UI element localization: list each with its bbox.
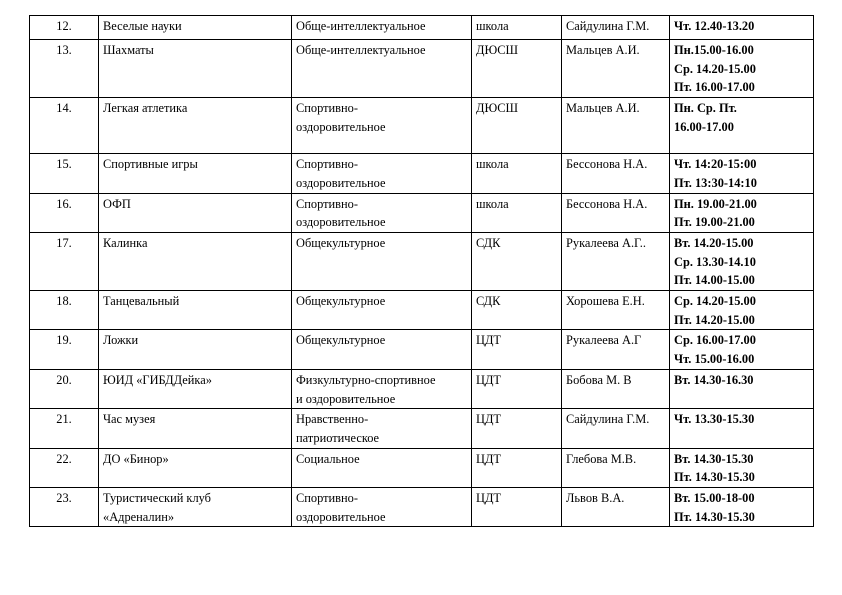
activity-direction: патриотическое <box>296 430 380 445</box>
activity-direction-cell <box>292 409 472 448</box>
activity-direction-cell <box>292 98 472 154</box>
table-row <box>30 369 814 408</box>
activity-direction: Социальное <box>296 451 360 466</box>
schedule-time: Чт. 15.00-16.00 <box>674 352 755 367</box>
activity-direction-cell <box>292 193 472 232</box>
teacher-name-cell <box>562 330 670 369</box>
activity-direction: Общекультурное <box>296 235 386 250</box>
teacher-name-cell <box>562 448 670 487</box>
table-row <box>30 448 814 487</box>
activity-place-cell <box>472 193 562 232</box>
teacher-name-cell <box>562 232 670 290</box>
activity-direction: Спортивно- <box>296 157 358 172</box>
activity-direction-cell <box>292 40 472 98</box>
activity-direction-cell <box>292 154 472 193</box>
activity-name-cell <box>99 369 292 408</box>
activity-name-cell <box>99 291 292 330</box>
row-number-cell <box>30 193 99 232</box>
activity-place: школа <box>476 196 509 211</box>
activity-direction: оздоровительное <box>296 175 386 190</box>
activity-direction-cell <box>292 16 472 40</box>
schedule-time: Ср. 14.20-15.00 <box>674 294 756 309</box>
schedule-time: Пт. 16.00-17.00 <box>674 80 755 95</box>
activity-place: ЦДТ <box>476 412 501 427</box>
schedule-time: Вт. 14.20-15.00 <box>674 235 754 250</box>
activity-name: Ложки <box>103 333 139 348</box>
teacher-name-cell <box>562 193 670 232</box>
table-row <box>30 154 814 193</box>
schedule-time: Пт. 13:30-14:10 <box>674 175 757 190</box>
row-number: 16. <box>56 196 72 211</box>
row-number: 12. <box>56 19 72 33</box>
activity-direction: и оздоровительное <box>296 391 396 406</box>
schedule-time: Пт. 19.00-21.00 <box>674 215 755 230</box>
activity-place: ЦДТ <box>476 451 501 466</box>
table-row <box>30 330 814 369</box>
activity-place-cell <box>472 232 562 290</box>
row-number: 15. <box>56 157 72 172</box>
schedule-time: Вт. 14.30-15.30 <box>674 451 754 466</box>
activity-direction-cell <box>292 330 472 369</box>
schedule-time-cell <box>670 154 814 193</box>
schedule-time: Ср. 16.00-17.00 <box>674 333 756 348</box>
teacher-name: Рукалеева А.Г <box>566 333 642 348</box>
schedule-time-cell <box>670 232 814 290</box>
activity-direction-cell <box>292 369 472 408</box>
schedule-time: Пн. 19.00-21.00 <box>674 196 757 211</box>
schedule-time: Вт. 15.00-18-00 <box>674 491 755 506</box>
row-number-cell <box>30 330 99 369</box>
activity-place-cell <box>472 330 562 369</box>
row-number: 19. <box>56 333 72 348</box>
activity-place-cell <box>472 98 562 154</box>
activity-place: ЦДТ <box>476 333 501 348</box>
row-number-cell <box>30 488 99 527</box>
table-row <box>30 232 814 290</box>
schedule-time: Пн. Ср. Пт. <box>674 101 737 116</box>
activity-name-cell <box>99 98 292 154</box>
schedule-time: Чт. 14:20-15:00 <box>674 157 757 172</box>
schedule-time-cell <box>670 193 814 232</box>
schedule-time: Пт. 14.30-15.30 <box>674 509 755 524</box>
teacher-name: Львов В.А. <box>566 491 625 506</box>
schedule-body <box>30 16 814 527</box>
activity-direction: оздоровительное <box>296 509 386 524</box>
activity-name: Час музея <box>103 412 156 427</box>
teacher-name: Мальцев А.И. <box>566 101 640 116</box>
activity-name: ЮИД «ГИБДДейка» <box>103 372 212 387</box>
activity-name: ОФП <box>103 196 131 211</box>
activity-name-cell <box>99 409 292 448</box>
teacher-name-cell <box>562 291 670 330</box>
table-row <box>30 291 814 330</box>
row-number-cell <box>30 291 99 330</box>
schedule-time: Ср. 14.20-15.00 <box>674 61 756 76</box>
schedule-time-cell <box>670 98 814 154</box>
activity-direction: Физкультурно-спортивное <box>296 372 436 387</box>
teacher-name-cell <box>562 409 670 448</box>
activity-name-cell <box>99 40 292 98</box>
table-row <box>30 40 814 98</box>
activity-place-cell <box>472 369 562 408</box>
row-number: 18. <box>56 294 72 309</box>
activity-name: Шахматы <box>103 43 154 57</box>
table-row <box>30 98 814 154</box>
schedule-time: Вт. 14.30-16.30 <box>674 372 754 387</box>
activity-place: школа <box>476 19 509 33</box>
row-number-cell <box>30 369 99 408</box>
schedule-time-cell <box>670 40 814 98</box>
activity-name: Легкая атлетика <box>103 101 188 116</box>
activity-place-cell <box>472 488 562 527</box>
activity-name: Веселые науки <box>103 19 182 33</box>
activity-place: СДК <box>476 294 501 309</box>
schedule-time-cell <box>670 488 814 527</box>
schedule-time-cell <box>670 291 814 330</box>
activity-place: ЦДТ <box>476 491 501 506</box>
schedule-time: Чт. 13.30-15.30 <box>674 412 755 427</box>
row-number-cell <box>30 409 99 448</box>
teacher-name: Бессонова Н.А. <box>566 196 648 211</box>
activity-direction: Спортивно- <box>296 101 358 116</box>
activity-place-cell <box>472 291 562 330</box>
teacher-name: Бессонова Н.А. <box>566 157 648 172</box>
teacher-name-cell <box>562 154 670 193</box>
row-number: 21. <box>56 412 72 427</box>
activity-place-cell <box>472 448 562 487</box>
activity-direction: Общекультурное <box>296 333 386 348</box>
activity-direction-cell <box>292 448 472 487</box>
activity-direction-cell <box>292 488 472 527</box>
schedule-time: Чт. 12.40-13.20 <box>674 19 755 33</box>
activity-name-cell <box>99 154 292 193</box>
schedule-table <box>29 15 814 527</box>
activity-direction: оздоровительное <box>296 215 386 230</box>
schedule-time: Ср. 13.30-14.10 <box>674 254 756 269</box>
teacher-name: Хорошева Е.Н. <box>566 294 645 309</box>
activity-name: «Адреналин» <box>103 509 175 524</box>
schedule-time-cell <box>670 448 814 487</box>
teacher-name: Бобова М. В <box>566 372 632 387</box>
schedule-time-cell <box>670 330 814 369</box>
teacher-name-cell <box>562 16 670 40</box>
row-number: 23. <box>56 491 72 506</box>
row-number: 22. <box>56 451 72 466</box>
activity-direction: Спортивно- <box>296 491 358 506</box>
row-number: 13. <box>56 43 72 57</box>
schedule-time-cell <box>670 409 814 448</box>
activity-place-cell <box>472 409 562 448</box>
table-row <box>30 193 814 232</box>
row-number: 17. <box>56 235 72 250</box>
activity-name: Спортивные игры <box>103 157 198 172</box>
activity-place: школа <box>476 157 509 172</box>
activity-name-cell <box>99 448 292 487</box>
activity-place: СДК <box>476 235 501 250</box>
activity-name: Танцевальный <box>103 294 180 309</box>
teacher-name-cell <box>562 40 670 98</box>
row-number-cell <box>30 448 99 487</box>
schedule-time: Пн.15.00-16.00 <box>674 43 754 57</box>
activity-direction: Обще-интеллектуальное <box>296 43 426 57</box>
teacher-name-cell <box>562 488 670 527</box>
activity-name: Калинка <box>103 235 148 250</box>
activity-name-cell <box>99 488 292 527</box>
activity-place-cell <box>472 154 562 193</box>
activity-direction: Общекультурное <box>296 294 386 309</box>
table-row <box>30 16 814 40</box>
activity-name-cell <box>99 193 292 232</box>
activity-direction: Спортивно- <box>296 196 358 211</box>
schedule-time: Пт. 14.20-15.00 <box>674 312 755 327</box>
teacher-name: Сайдулина Г.М. <box>566 412 650 427</box>
row-number-cell <box>30 98 99 154</box>
activity-place: ДЮСШ <box>476 43 518 57</box>
activity-place-cell <box>472 16 562 40</box>
activity-direction: оздоровительное <box>296 119 386 134</box>
teacher-name: Мальцев А.И. <box>566 43 640 57</box>
teacher-name: Сайдулина Г.М. <box>566 19 650 33</box>
activity-direction-cell <box>292 232 472 290</box>
row-number-cell <box>30 40 99 98</box>
activity-name-cell <box>99 330 292 369</box>
table-row <box>30 488 814 527</box>
teacher-name-cell <box>562 369 670 408</box>
table-row <box>30 409 814 448</box>
activity-place: ЦДТ <box>476 372 501 387</box>
activity-place: ДЮСШ <box>476 101 518 116</box>
activity-direction: Обще-интеллектуальное <box>296 19 426 33</box>
row-number: 14. <box>56 101 72 116</box>
activity-name-cell <box>99 16 292 40</box>
row-number-cell <box>30 232 99 290</box>
activity-name: ДО «Бинор» <box>103 451 169 466</box>
teacher-name: Рукалеева А.Г.. <box>566 235 646 250</box>
schedule-time: Пт. 14.00-15.00 <box>674 273 755 288</box>
schedule-time-cell <box>670 369 814 408</box>
schedule-time: Пт. 14.30-15.30 <box>674 470 755 485</box>
teacher-name-cell <box>562 98 670 154</box>
activity-name-cell <box>99 232 292 290</box>
row-number-cell <box>30 16 99 40</box>
schedule-time-cell <box>670 16 814 40</box>
activity-name: Туристический клуб <box>103 491 211 506</box>
teacher-name: Глебова М.В. <box>566 451 637 466</box>
activity-place-cell <box>472 40 562 98</box>
row-number-cell <box>30 154 99 193</box>
row-number: 20. <box>56 372 72 387</box>
activity-direction-cell <box>292 291 472 330</box>
schedule-time: 16.00-17.00 <box>674 119 734 134</box>
activity-direction: Нравственно- <box>296 412 369 427</box>
